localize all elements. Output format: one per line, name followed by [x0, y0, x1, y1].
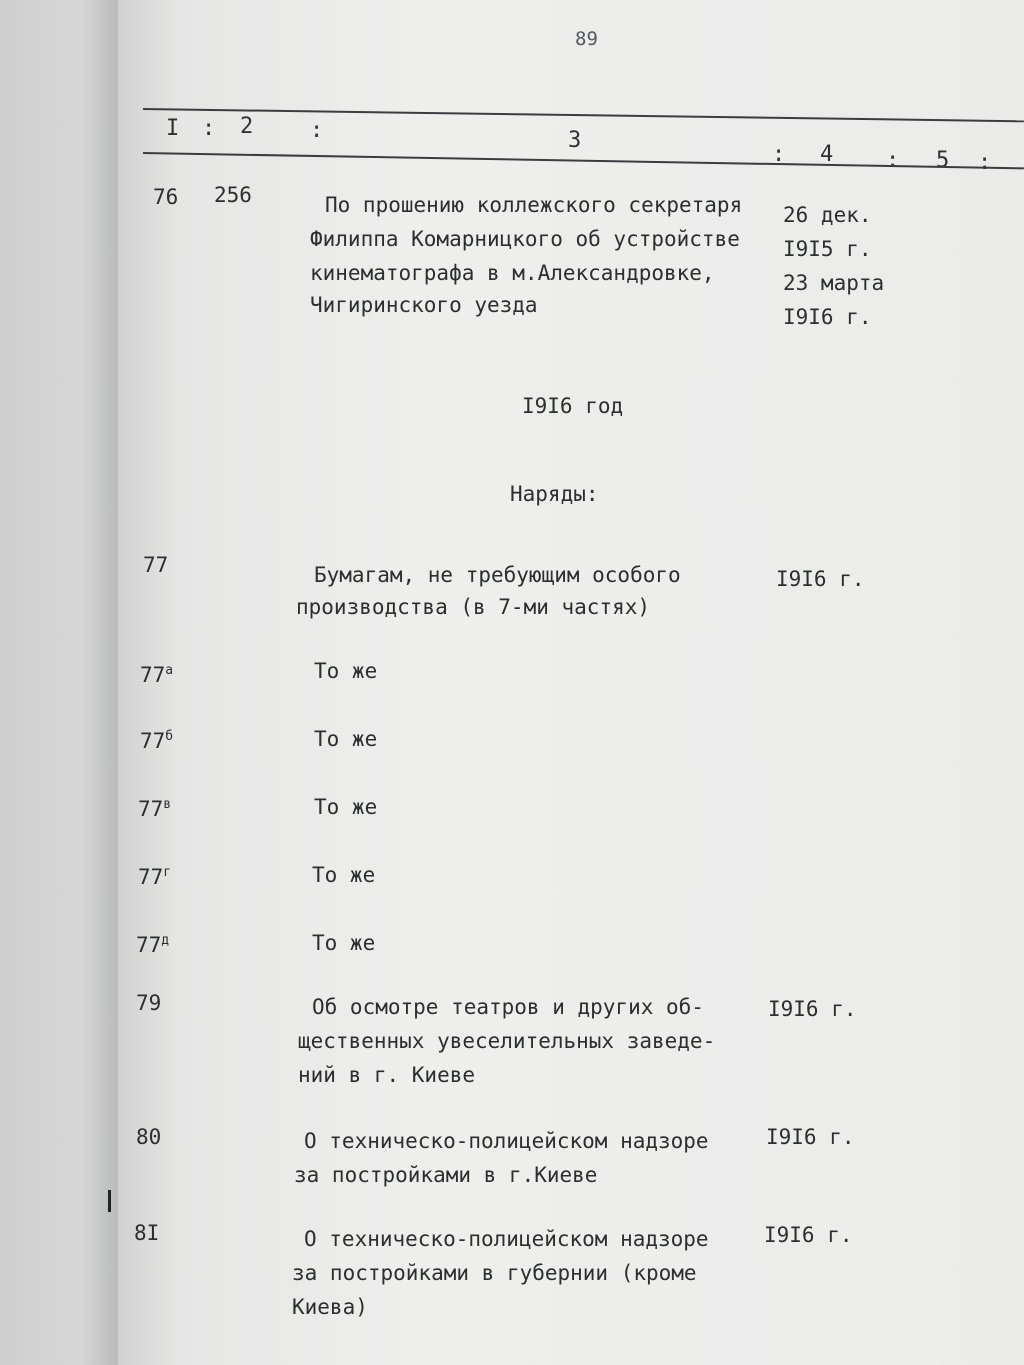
entry-superscript: в — [163, 797, 172, 812]
section-year: I9I6 год — [522, 394, 624, 418]
entry-date: 23 марта — [783, 271, 885, 295]
header-sep5: : — [978, 150, 992, 175]
entry-date: I9I6 г. — [776, 567, 865, 591]
entry-number: 77 — [143, 553, 169, 577]
entry-date: I9I6 г. — [783, 305, 872, 329]
page-number: 89 — [575, 28, 598, 50]
entry-text-line: Об осмотре театров и других об- — [312, 995, 704, 1019]
entry-number: $77^б$ — [140, 729, 174, 753]
entry-number: 80 — [136, 1125, 162, 1149]
entry-superscript: д — [161, 933, 170, 948]
entry-text-line: производства (в 7-ми частях) — [296, 595, 651, 619]
entry-text-line: за постройками в г.Киеве — [294, 1163, 598, 1187]
entry-date: I9I6 г. — [766, 1125, 855, 1149]
entry-date: 26 дек. — [783, 203, 872, 227]
header-col3: 3 — [568, 128, 582, 153]
header-col1: I — [166, 116, 180, 141]
header-col4: 4 — [820, 142, 834, 167]
header-col5: 5 — [936, 148, 950, 173]
entry-date: I9I6 г. — [768, 997, 857, 1021]
entry-superscript: г — [163, 865, 172, 880]
entry-text-line: То же — [312, 931, 376, 955]
entry-sheet: 256 — [214, 183, 252, 207]
entry-text-line: кинематографа в м.Александровке, — [310, 261, 715, 285]
entry-number: $77^в$ — [138, 797, 172, 821]
entry-number: 8I — [134, 1221, 160, 1245]
entry-text-line: О техническо-полицейском надзоре — [304, 1129, 709, 1153]
section-title: Наряды: — [510, 482, 599, 506]
entry-text-line: Киева) — [292, 1295, 368, 1319]
entry-text-line: за постройками в губернии (кроме — [292, 1261, 697, 1285]
entry-date: I9I6 г. — [764, 1223, 853, 1247]
header-sep2: : — [310, 118, 324, 143]
entry-superscript: б — [165, 729, 174, 744]
header-sep4: : — [886, 148, 900, 173]
header-col2: 2 — [240, 114, 254, 139]
header-sep3: : — [772, 142, 786, 167]
binding-gutter — [0, 0, 118, 1365]
entry-number: 76 — [153, 185, 179, 209]
entry-text-line: О техническо-полицейском надзоре — [304, 1227, 709, 1251]
margin-mark — [108, 1190, 111, 1212]
entry-number: $77^г$ — [138, 865, 172, 889]
header-sep1: : — [202, 116, 216, 141]
entry-number: $77^а$ — [140, 663, 174, 687]
entry-text-line: То же — [314, 727, 378, 751]
entry-text-line: То же — [314, 659, 378, 683]
entry-text-line: То же — [312, 863, 376, 887]
entry-date: I9I5 г. — [783, 237, 872, 261]
entry-text-line: То же — [314, 795, 378, 819]
entry-text-line: Чигиринского уезда — [310, 293, 538, 317]
entry-superscript: а — [165, 663, 174, 678]
entry-text-line: По прошению коллежского секретаря — [325, 193, 743, 217]
entry-number: $77^д$ — [136, 933, 170, 957]
entry-text-line: Бумагам, не требующим особого — [314, 563, 681, 587]
entry-text-line: ний в г. Киеве — [298, 1063, 476, 1087]
entry-text-line: Филиппа Комарницкого об устройстве — [310, 227, 740, 251]
entry-number: 79 — [136, 991, 162, 1015]
entry-text-line: щественных увеселительных заведе- — [298, 1029, 716, 1053]
